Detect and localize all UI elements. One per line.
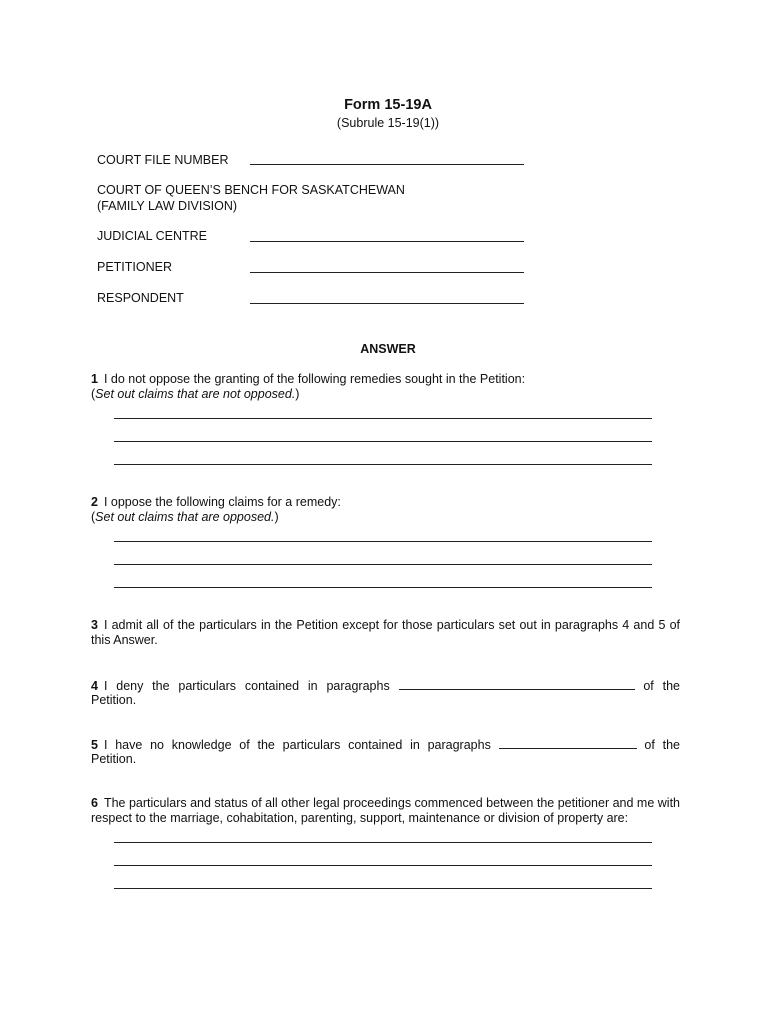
answer-line[interactable] bbox=[114, 541, 652, 542]
answer-line[interactable] bbox=[114, 441, 652, 442]
form-subrule: (Subrule 15-19(1)) bbox=[336, 116, 440, 130]
court-name: COURT OF QUEEN’S BENCH FOR SASKATCHEWAN bbox=[97, 183, 405, 197]
paragraph-5 bbox=[91, 737, 680, 753]
petitioner-label: PETITIONER bbox=[97, 260, 173, 274]
answer-line[interactable] bbox=[114, 842, 652, 843]
paragraph-text: I admit all of the particulars in the Petition except for those particulars set out in paragraphs 4 and 5 of this Answer. bbox=[91, 618, 680, 647]
paragraph-3 bbox=[91, 618, 680, 648]
paragraph-number: 2 bbox=[91, 495, 98, 509]
paragraph-2 bbox=[91, 495, 680, 525]
judicial-centre-field[interactable] bbox=[250, 241, 524, 242]
paragraph-4-continued: Petition. bbox=[91, 693, 137, 707]
form-title: Form 15-19A bbox=[344, 97, 432, 113]
paragraph-number: 1 bbox=[91, 372, 98, 386]
judicial-centre-label: JUDICIAL CENTRE bbox=[97, 229, 207, 243]
court-division: (FAMILY LAW DIVISION) bbox=[97, 199, 238, 213]
answer-line[interactable] bbox=[114, 418, 652, 419]
paragraph-6 bbox=[91, 796, 680, 826]
paragraph-tail: of the bbox=[643, 679, 680, 693]
paragraph-number: 6 bbox=[91, 796, 98, 810]
note-open: ( bbox=[91, 510, 96, 524]
court-file-number-field[interactable] bbox=[250, 164, 524, 165]
paragraph-note: Set out claims that are opposed. bbox=[95, 510, 275, 524]
paragraphs-denied-field[interactable] bbox=[399, 678, 635, 690]
paragraph-number: 3 bbox=[91, 618, 98, 632]
petitioner-field[interactable] bbox=[250, 272, 524, 273]
paragraph-text: I oppose the following claims for a remedy: bbox=[103, 495, 341, 509]
paragraph-note: Set out claims that are not opposed. bbox=[95, 387, 296, 401]
respondent-label: RESPONDENT bbox=[97, 291, 184, 305]
answer-line[interactable] bbox=[114, 888, 652, 889]
paragraph-number: 5 bbox=[91, 738, 98, 752]
respondent-field[interactable] bbox=[250, 303, 524, 304]
paragraph-text: I deny the particulars contained in paragraphs bbox=[103, 679, 390, 693]
paragraph-5-continued: Petition. bbox=[91, 752, 137, 766]
paragraph-1 bbox=[91, 372, 680, 402]
answer-heading: ANSWER bbox=[360, 342, 416, 356]
answer-line[interactable] bbox=[114, 865, 652, 866]
answer-line[interactable] bbox=[114, 564, 652, 565]
answer-line[interactable] bbox=[114, 464, 652, 465]
paragraph-tail: of the bbox=[644, 738, 680, 752]
note-close: ) bbox=[295, 387, 300, 401]
paragraph-text: I have no knowledge of the particulars contained in paragraphs bbox=[103, 738, 491, 752]
note-close: ) bbox=[274, 510, 279, 524]
paragraph-number: 4 bbox=[91, 679, 98, 693]
paragraph-text: The particulars and status of all other legal proceedings commenced between the petitioner and me with respect to the marriage, cohabitation, parenting, support, maintenance or division of property are: bbox=[91, 796, 680, 825]
court-file-number-label: COURT FILE NUMBER bbox=[97, 153, 229, 167]
paragraphs-no-knowledge-field[interactable] bbox=[499, 737, 637, 749]
note-open: ( bbox=[91, 387, 96, 401]
paragraph-4 bbox=[91, 678, 680, 694]
paragraph-text: I do not oppose the granting of the following remedies sought in the Petition: bbox=[103, 372, 526, 386]
answer-line[interactable] bbox=[114, 587, 652, 588]
